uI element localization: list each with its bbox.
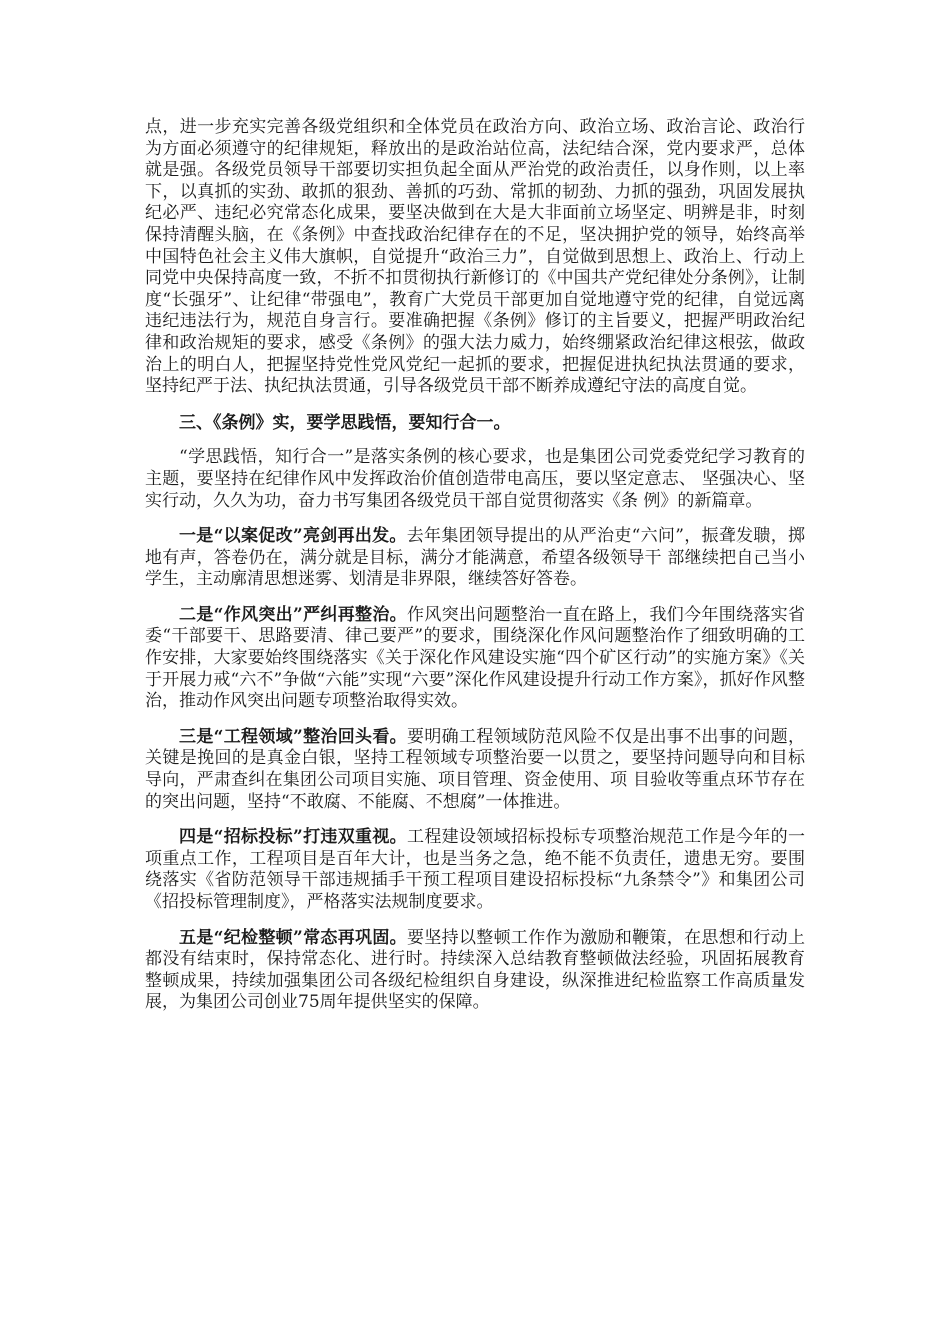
body-paragraph-1: 点，进一步充实完善各级党组织和全体党员在政治方向、政治立场、政治言论、政治行为方面必须遵守的纪律规矩，释放出的是政治站位高，法纪结合深，党内要求严，总体就是强。各级党员领导干部要切实担负起全面从严治党的政治责任，以身作则，以上率下，以真抓的实劲、敢抓的狠劲、善抓的巧劲、常抓的韧劲、力抓的强劲，巩固发展执纪必严、违纪必究常态化成果，要坚决做到在大是大非面前立场坚定、明辨是非，时刻保持清醒头脑，在《条例》中查找政治纪律存在的不足，坚决拥护党的领导，始终高举中国特色社会主义伟大旗帜，自觉提升“政治三力”，自觉做到思想上、政治上、行动上同党中央保持高度一致，不折不扣贯彻执行新修订的《中国共产党纪律处分条例》，让制度“长强牙”、让纪律“带强电”，教育广大党员干部更加自觉地遵守党的纪律，自觉远离违纪违法行为，规范自身言行。要准确把握《条例》修订的主旨要义，把握严明政治纪律和政治规矩的要求，感受《条例》的强大法力威力，始终绷紧政治纪律这根弦，做政治上的明白人，把握坚持党性党风党纪一起抓的要求，把握促进执纪执法贯通的要求，坚持纪严于法、执纪执法贯通，引导各级党员干部不断养成遵纪守法的高度自觉。 (145, 117, 805, 397)
item-lead: 四是“招标投标”打违双重视。 (179, 827, 408, 848)
item-lead: 五是“纪检整顿”常态再巩固。 (179, 927, 408, 948)
list-item-3 (145, 727, 805, 813)
item-text: 要坚持以整顿工作作为激励和鞭策，在思想和行动上都没有结束时，保持常态化、进行时。持续深入总结教育整顿做法经验，巩固拓展教育整顿成果，持续加强集团公司各级纪检组织自身建设，纵深推进纪检监察工作高质量发展，为集团公司创业75周年提供坚实的保障。 (145, 927, 806, 1013)
list-item-2 (145, 605, 805, 713)
item-lead: 一是“以案促改”亮剑再出发。 (179, 526, 407, 547)
list-item-1 (145, 526, 805, 591)
item-text: 作风突出问题整治一直在路上，我们今年围绕落实省委“干部要干、思路要清、律己要严”的要求，围绕深化作风问题整治作了细致明确的工作安排，大家要始终围绕落实《关于深化作风建设实施“四个矿区行动”的实施方案》《关于开展力戒“六不”争做“六能”实现“六要”深化作风建设提升行动工作方案》，抓好作风整治，推动作风突出问题专项整治取得实效。 (145, 604, 806, 712)
document-page (145, 117, 805, 1028)
item-text: 工程建设领域招标投标专项整治规范工作是今年的一项重点工作，工程项目是百年大计，也是当务之急，绝不能不负责任，遗患无穷。要围绕落实《省防范领导干部违规插手干预工程项目建设招标投标“九条禁令”》和集团公司《招投标管理制度》，严格落实法规制度要求。 (145, 827, 806, 912)
item-text: 要明确工程领域防范风险不仅是出事不出事的问题，关键是挽回的是真金白银，坚持工程领域专项整治要一以贯之，要坚持问题导向和目标导向，严肃查纠在集团公司项目实施、项目管理、资金使用、项 目验收等重点环节存在的突出问题，坚持“不敢腐、不能腐、不想腐”一体推进。 (145, 726, 806, 812)
item-lead: 二是“作风突出”严纠再整治。 (179, 604, 408, 625)
section-heading-3: 三、《条例》实，要学思践悟，要知行合一。 (179, 412, 511, 433)
list-item-4 (145, 827, 805, 913)
body-paragraph-2: “学思践悟，知行合一”是落实条例的核心要求，也是集团公司党委党纪学习教育的主题，要坚持在纪律作风中发挥政治价值创造带电高压，要以坚定意志、 坚强决心、坚实行动，久久为功，奋力书写集团各级党员干部自觉贯彻落实《条 例》的新篇章。 (145, 447, 805, 511)
item-text: 去年集团领导提出的从严治吏“六问”，振聋发聩，掷地有声，答卷仍在，满分就是目标，满分才能满意，希望各级领导干 部继续把自己当小学生，主动廓清思想迷雾、划清是非界限，继续答好答卷。 (145, 526, 805, 590)
list-item-5 (145, 928, 805, 1014)
item-lead: 三是“工程领域”整治回头看。 (179, 726, 408, 747)
